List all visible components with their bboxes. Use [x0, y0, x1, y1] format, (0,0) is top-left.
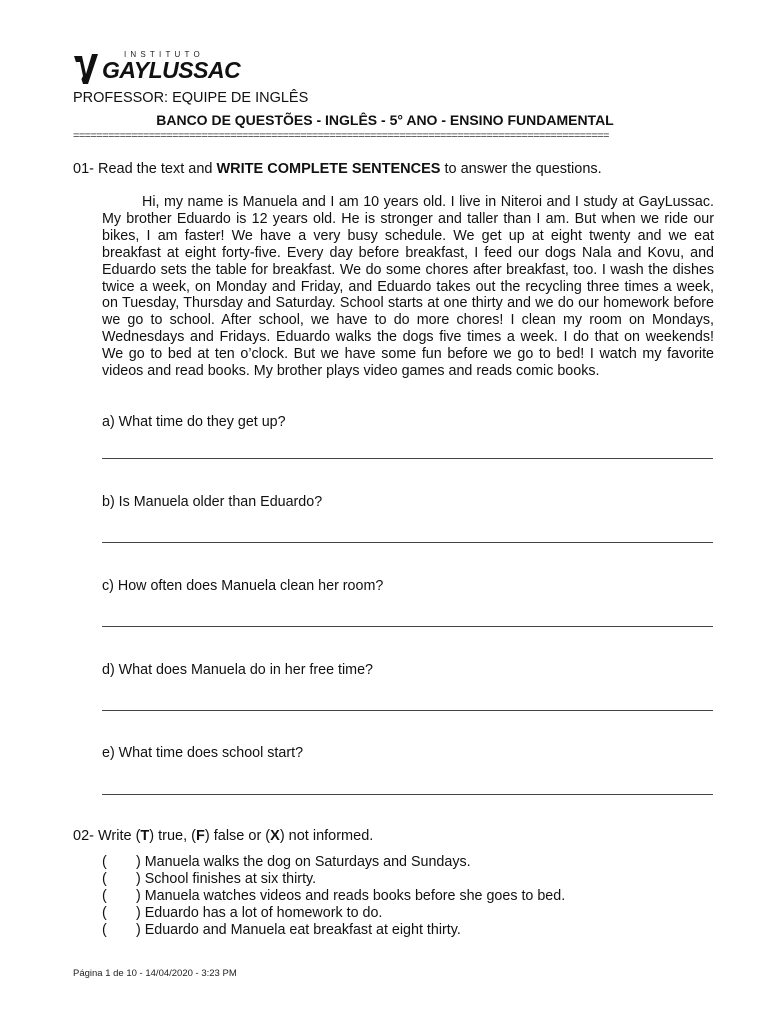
- logo-mark-icon: [72, 52, 100, 86]
- answer-line-e[interactable]: [102, 794, 713, 795]
- question-c: c) How often does Manuela clean her room?: [102, 578, 384, 594]
- tf-item: [102, 922, 565, 939]
- document-title: BANCO DE QUESTÕES - INGLÊS - 5° ANO - ENSINO FUNDAMENTAL: [156, 112, 614, 128]
- question-d: d) What does Manuela do in her free time?: [102, 662, 373, 678]
- answer-line-b[interactable]: [102, 542, 713, 543]
- logo-brand-text: GAYLUSSAC: [102, 57, 241, 83]
- q2-false-letter: F: [196, 828, 205, 844]
- question-b: b) Is Manuela older than Eduardo?: [102, 494, 323, 510]
- tf-item: [102, 854, 565, 871]
- q2-mid2: ) false or (: [204, 828, 271, 844]
- question-a: a) What time do they get up?: [102, 414, 286, 430]
- professor-line: PROFESSOR: EQUIPE DE INGLÊS: [73, 90, 309, 106]
- q1-prefix: 01- Read the text and: [73, 161, 217, 177]
- tf-answer-slot[interactable]: (: [102, 922, 107, 938]
- tf-item: [102, 888, 565, 905]
- page-footer: Página 1 de 10 - 14/04/2020 - 3:23 PM: [73, 968, 237, 979]
- q2-suffix: ) not informed.: [279, 828, 374, 844]
- tf-statement: ) School finishes at six thirty.: [136, 871, 317, 887]
- answer-line-c[interactable]: [102, 626, 713, 627]
- question-1-instruction: [73, 161, 602, 177]
- tf-statement: ) Eduardo and Manuela eat breakfast at eight thirty.: [136, 922, 461, 938]
- q2-prefix: 02- Write (: [73, 828, 141, 844]
- true-false-list: [102, 854, 565, 939]
- q2-true-letter: T: [140, 828, 150, 844]
- tf-statement: ) Manuela watches videos and reads books before she goes to bed.: [136, 888, 566, 904]
- question-e: e) What time does school start?: [102, 745, 304, 761]
- tf-item: [102, 871, 565, 888]
- tf-statement: ) Manuela walks the dog on Saturdays and Sundays.: [136, 854, 471, 870]
- logo-institute-text: INSTITUTO: [124, 50, 204, 59]
- tf-statement: ) Eduardo has a lot of homework to do.: [136, 905, 383, 921]
- tf-answer-slot[interactable]: (: [102, 854, 107, 870]
- q1-emphasis: WRITE COMPLETE SENTENCES: [216, 161, 441, 177]
- answer-line-a[interactable]: [102, 458, 713, 459]
- q2-mid1: ) true, (: [149, 828, 197, 844]
- answer-line-d[interactable]: [102, 710, 713, 711]
- question-2-instruction: [73, 828, 373, 844]
- institution-logo: [72, 50, 242, 90]
- tf-answer-slot[interactable]: (: [102, 888, 107, 904]
- q2-notinformed-letter: X: [270, 828, 280, 844]
- tf-answer-slot[interactable]: (: [102, 871, 107, 887]
- reading-passage: Hi, my name is Manuela and I am 10 years old. I live in Niteroi and I study at GayLussac. My brother Eduardo is 12 years old. He is stronger and taller than I am. But when we ride our bikes, I am faster! We have a very busy schedule. We get up at eight twenty and we eat breakfast at eight forty-five. Every day before breakfast, I feed our dogs Nala and Kovu, and Eduardo sets the table for breakfast. We do some chores after breakfast, too. I wash the dishes twice a week, on Monday and Friday, and Eduardo takes out the recycling three times a week, on Tuesday, Thursday and Saturday. School starts at one thirty and we do our homework before we go to school. After school, we have to do more chores! I clean my room on Mondays, Wednesdays and Fridays. Eduardo walks the dogs five times a week. I do that on weekends! We go to bed at ten o’clock. But we have some fun before we go to bed! I watch my favorite videos and read books. My brother plays video games and reads comic books.: [102, 194, 714, 380]
- separator-rule: ============================================================================================: [73, 130, 609, 142]
- tf-item: [102, 905, 565, 922]
- tf-answer-slot[interactable]: (: [102, 905, 107, 921]
- q1-suffix: to answer the questions.: [440, 161, 602, 177]
